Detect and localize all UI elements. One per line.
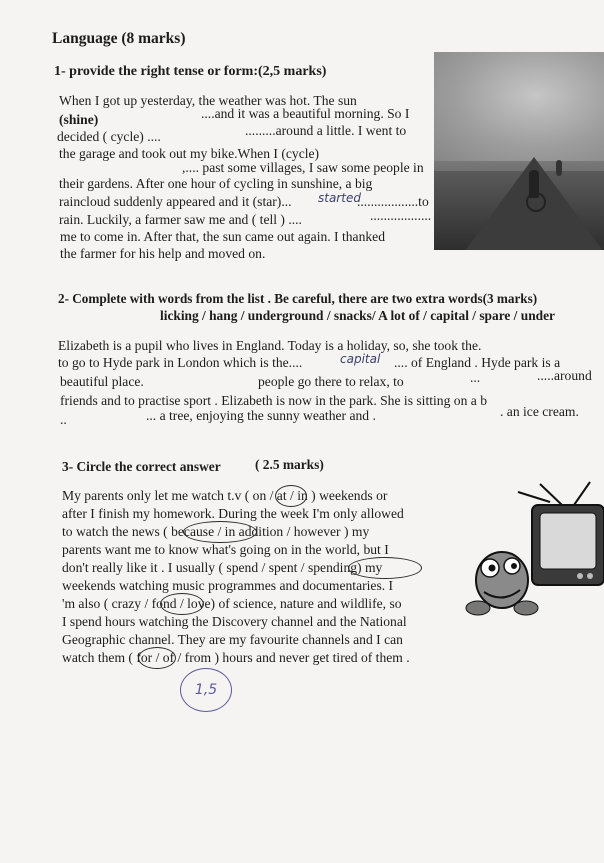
ex3-line-9: Geographic channel. They are my favourite channels and I can — [62, 632, 403, 647]
ex1-line-10: the farmer for his help and moved on. — [60, 246, 266, 261]
circled-answer-for — [138, 647, 176, 669]
ex1-line-4: the garage and took out my bike.When I (cycle) — [59, 146, 320, 161]
handwritten-answer-capital: capital — [340, 352, 381, 366]
ex2-line-2a: to go to Hyde park in London which is the.... — [58, 355, 303, 370]
ex1-line-6: their gardens. After one hour of cycling in sunshine, a big — [59, 176, 373, 191]
ex2-line-5b: ... a tree, enjoying the sunny weather and . — [146, 408, 376, 423]
exercise3-heading: 3- Circle the correct answer — [62, 459, 221, 474]
ex2-line-3c: ... — [470, 370, 481, 385]
ex2-line-5a: .. — [60, 412, 67, 427]
ex2-line-5c: . an ice cream. — [500, 404, 579, 419]
tv-cartoon-illustration — [462, 480, 604, 620]
ex2-line-4: friends and to practise sport . Elizabeth is now in the park. She is sitting on a b — [60, 393, 487, 408]
ex3-line-3: to watch the news ( because / in addition / however ) my — [62, 524, 370, 539]
ex3-line-8: I spend hours watching the Discovery channel and the National — [62, 614, 407, 629]
page-title: Language (8 marks) — [52, 30, 186, 47]
handwritten-answer-started: started — [318, 191, 361, 205]
ex2-line-3a: beautiful place. — [60, 374, 144, 389]
ex3-line-7: 'm also ( crazy / fond / love) of science, nature and wildlife, so — [62, 596, 402, 611]
exercise2-word-list: licking / hang / underground / snacks/ A lot of / capital / spare / under — [160, 308, 555, 323]
circled-answer-on — [275, 485, 307, 507]
ex3-line-5: don't really like it . I usually ( spend / spent / spending) my — [62, 560, 383, 575]
ex3-line-4: parents want me to know what's going on in the world, but I — [62, 542, 389, 557]
circled-answer-because — [183, 521, 257, 543]
ex1-line-8b: .................. — [370, 208, 432, 223]
exercise2-heading: 2- Complete with words from the list . Be careful, there are two extra words(3 marks) — [58, 291, 538, 306]
ex3-line-10: watch them ( for / of / from ) hours and never get tired of them . — [62, 650, 410, 665]
ex1-line-8a: rain. Luckily, a farmer saw me and ( tell ) .... — [59, 212, 302, 227]
ex3-line-2: after I finish my homework. During the week I'm only allowed — [62, 506, 404, 521]
ex1-line-3b: .........around a little. I went to — [245, 123, 407, 138]
ex2-line-2b: .... of England . Hyde park is a — [394, 355, 561, 370]
ex1-line-2b: ....and it was a beautiful morning. So I — [201, 106, 410, 121]
ex2-line-3b: people go there to relax, to — [258, 374, 404, 389]
ex1-line-7a: raincloud suddenly appeared and it (star)... — [59, 194, 292, 209]
ex3-line-6: weekends watching music programmes and documentaries. I — [62, 578, 394, 593]
ex1-line-3a: decided ( cycle) .... — [57, 129, 161, 144]
ex1-line-9: me to come in. After that, the sun came out again. I thanked — [60, 229, 386, 244]
ex1-line-2a: (shine) — [59, 112, 99, 127]
ex1-line-1: When I got up yesterday, the weather was hot. The sun — [59, 93, 357, 108]
ex2-line-1: Elizabeth is a pupil who lives in England. Today is a holiday, so, she took the. — [58, 338, 482, 353]
ex3-line-1: My parents only let me watch t.v ( on / at / in ) weekends or — [62, 488, 388, 503]
ex1-line-5: ,.... past some villages, I saw some people in — [182, 160, 424, 175]
exercise3-marks: ( 2.5 marks) — [255, 457, 324, 472]
grade-mark: 1,5 — [180, 668, 232, 712]
cyclist-photo — [434, 52, 604, 250]
circled-answer-fond — [160, 593, 204, 615]
exercise1-heading: 1- provide the right tense or form:(2,5 marks) — [54, 64, 327, 79]
circled-answer-spending — [348, 557, 422, 579]
ex2-line-3d: .....around — [537, 368, 592, 383]
ex1-line-7b: ..................to — [357, 194, 429, 209]
